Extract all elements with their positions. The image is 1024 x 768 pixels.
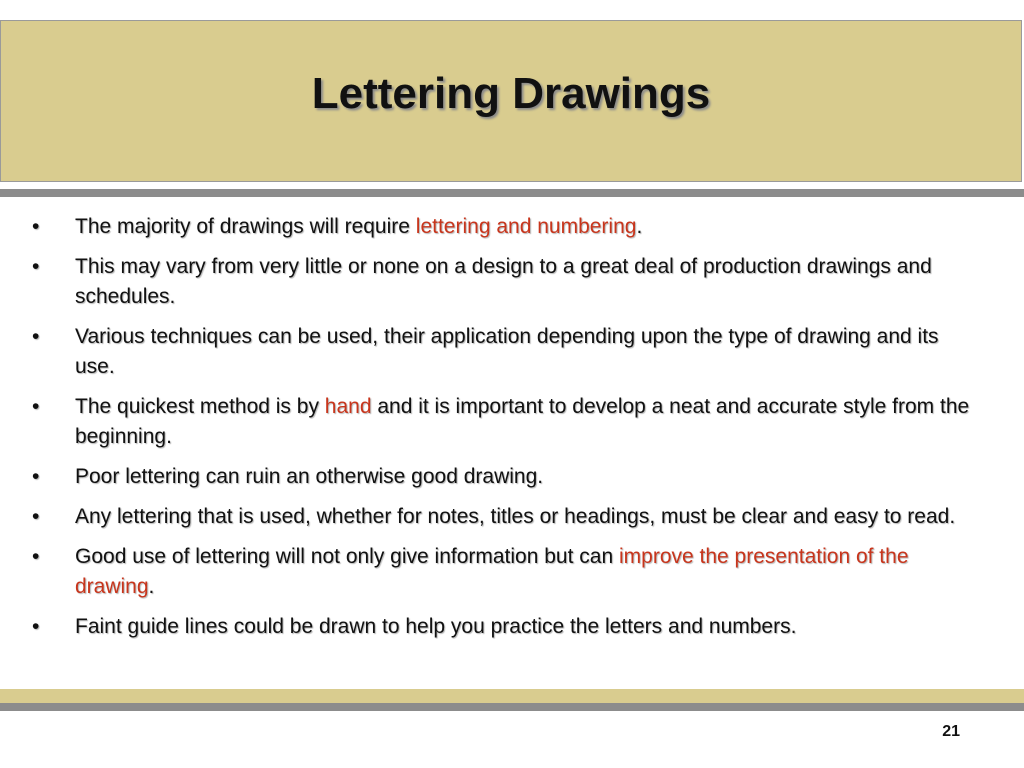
- bullet-marker: •: [32, 545, 40, 568]
- bullet-item: [30, 212, 970, 242]
- bullet-item: [30, 502, 970, 532]
- bullet-text-part: The majority of drawings will require: [75, 215, 416, 238]
- title-divider: [0, 189, 1024, 197]
- bullet-text-part: and it is important to develop a neat and accurate style from the beginning.: [75, 395, 970, 448]
- highlight-text: improve the presentation of the drawing: [75, 545, 909, 598]
- bullet-text: This may vary from very little or none on a design to a great deal of production drawings and schedules.: [75, 255, 932, 308]
- bullet-text: [75, 542, 970, 602]
- bullet-text: [75, 212, 970, 242]
- page-number: 21: [942, 723, 960, 740]
- bullet-marker: •: [32, 325, 40, 348]
- bullet-item: [30, 322, 970, 382]
- title-bar: [0, 20, 1022, 182]
- bullet-marker: •: [32, 255, 40, 278]
- bullet-text: Any lettering that is used, whether for notes, titles or headings, must be clear and easy to read.: [75, 505, 956, 528]
- bullet-text: Poor lettering can ruin an otherwise good drawing.: [75, 465, 544, 488]
- bullet-item: [30, 392, 970, 452]
- bullet-marker: •: [32, 615, 40, 638]
- bullet-item: [30, 462, 970, 492]
- highlight-text: hand: [324, 395, 372, 418]
- bullet-marker: •: [32, 505, 40, 528]
- bullet-marker: •: [32, 215, 40, 238]
- bullet-text-part: Good use of lettering will not only give information but can: [75, 545, 619, 568]
- bullet-marker: •: [32, 395, 40, 418]
- bullet-text: Faint guide lines could be drawn to help you practice the letters and numbers.: [75, 615, 797, 638]
- bullet-text-part: The quickest method is by: [75, 395, 325, 418]
- bullet-text-part: .: [148, 575, 155, 598]
- bullet-marker: •: [32, 465, 40, 488]
- bullet-item: [30, 252, 970, 312]
- bullet-item: [30, 612, 970, 642]
- bullet-item: [30, 542, 970, 602]
- bullet-text-part: .: [636, 215, 643, 238]
- bullet-text: Various techniques can be used, their application depending upon the type of drawing and its use.: [75, 325, 939, 378]
- bullet-text: [75, 392, 970, 452]
- highlight-text: lettering and numbering: [415, 215, 637, 238]
- bullet-list: [30, 212, 970, 652]
- footer-divider: [0, 703, 1024, 711]
- footer-band: [0, 689, 1024, 703]
- slide-title: Lettering Drawings: [311, 69, 711, 118]
